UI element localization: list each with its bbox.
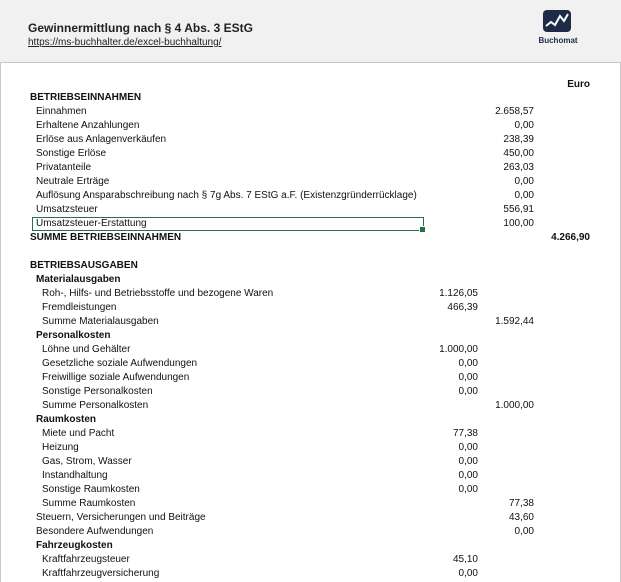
table-row[interactable] bbox=[0, 553, 621, 567]
row-label: Freiwillige soziale Aufwendungen bbox=[42, 372, 190, 383]
row-label: Kraftfahrzeugsteuer bbox=[42, 554, 130, 565]
row-label: Löhne und Gehälter bbox=[42, 344, 131, 355]
value-c2: 0,00 bbox=[514, 176, 534, 187]
table-row[interactable] bbox=[0, 203, 621, 217]
fill-handle[interactable] bbox=[419, 226, 426, 233]
row-label: Summe Materialausgaben bbox=[42, 316, 159, 327]
table-row[interactable] bbox=[0, 119, 621, 133]
value-c2: 0,00 bbox=[514, 526, 534, 537]
table-row[interactable] bbox=[0, 385, 621, 399]
row-label: Instandhaltung bbox=[42, 470, 108, 481]
row-label: Sonstige Raumkosten bbox=[42, 484, 140, 495]
buchomat-logo bbox=[533, 10, 583, 52]
table-row[interactable] bbox=[0, 273, 621, 287]
value-c2: 1.592,44 bbox=[495, 316, 534, 327]
table-row[interactable] bbox=[0, 315, 621, 329]
sheet-title: Gewinnermittlung nach § 4 Abs. 3 EStG bbox=[28, 21, 253, 35]
value-c1: 0,00 bbox=[458, 442, 478, 453]
row-label: Gas, Strom, Wasser bbox=[42, 456, 132, 467]
table-row[interactable] bbox=[0, 147, 621, 161]
table-row[interactable] bbox=[0, 343, 621, 357]
table-row[interactable] bbox=[0, 441, 621, 455]
value-c1: 0,00 bbox=[458, 358, 478, 369]
row-label: Einnahmen bbox=[36, 106, 87, 117]
row-label: Umsatzsteuer bbox=[36, 204, 98, 215]
table-row[interactable] bbox=[0, 483, 621, 497]
value-c1: 45,10 bbox=[452, 554, 478, 565]
row-label: Personalkosten bbox=[36, 330, 111, 341]
table-row[interactable] bbox=[0, 427, 621, 441]
table-row[interactable] bbox=[0, 511, 621, 525]
row-label: Raumkosten bbox=[36, 414, 97, 425]
table-row[interactable] bbox=[0, 259, 621, 273]
row-label: Gesetzliche soziale Aufwendungen bbox=[42, 358, 198, 369]
table-row[interactable] bbox=[0, 329, 621, 343]
sheet-border-left bbox=[0, 62, 1, 582]
table-row[interactable] bbox=[0, 189, 621, 203]
row-label: Umsatzsteuer-Erstattung bbox=[36, 218, 147, 229]
row-label: Fahrzeugkosten bbox=[36, 540, 113, 551]
currency-label: Euro bbox=[567, 79, 590, 90]
row-label: Privatanteile bbox=[36, 162, 92, 173]
value-c2: 1.000,00 bbox=[495, 400, 534, 411]
value-c1: 0,00 bbox=[458, 568, 478, 579]
value-c1: 0,00 bbox=[458, 484, 478, 495]
row-label: Roh-, Hilfs- und Betriebsstoffe und bezogene Waren bbox=[42, 288, 274, 299]
row-label: Steuern, Versicherungen und Beiträge bbox=[36, 512, 206, 523]
table-row[interactable] bbox=[0, 371, 621, 385]
table-row[interactable] bbox=[0, 301, 621, 315]
row-label: Kraftfahrzeugversicherung bbox=[42, 568, 160, 579]
row-label: Erhaltene Anzahlungen bbox=[36, 120, 140, 131]
value-c2: 556,91 bbox=[503, 204, 534, 215]
table-row[interactable] bbox=[0, 525, 621, 539]
table-row[interactable] bbox=[0, 399, 621, 413]
table-row[interactable] bbox=[0, 231, 621, 245]
value-c2: 100,00 bbox=[503, 218, 534, 229]
value-c3: 4.266,90 bbox=[551, 232, 590, 243]
chart-line-icon bbox=[543, 10, 571, 32]
table-row[interactable] bbox=[0, 469, 621, 483]
row-label: Erlöse aus Anlagenverkäufen bbox=[36, 134, 167, 145]
table-row[interactable] bbox=[0, 567, 621, 581]
sheet-header bbox=[0, 0, 621, 63]
value-c2: 77,38 bbox=[508, 498, 534, 509]
value-c1: 0,00 bbox=[458, 456, 478, 467]
row-label: Heizung bbox=[42, 442, 79, 453]
table-row[interactable] bbox=[0, 539, 621, 553]
row-label: Materialausgaben bbox=[36, 274, 121, 285]
value-c2: 263,03 bbox=[503, 162, 534, 173]
table-row[interactable] bbox=[0, 161, 621, 175]
value-c2: 0,00 bbox=[514, 190, 534, 201]
row-label: Besondere Aufwendungen bbox=[36, 526, 154, 537]
value-c2: 2.658,57 bbox=[495, 106, 534, 117]
value-c1: 1.000,00 bbox=[439, 344, 478, 355]
row-label: SUMME BETRIEBSEINNAHMEN bbox=[30, 232, 182, 243]
table-row[interactable] bbox=[0, 357, 621, 371]
table-row[interactable] bbox=[0, 455, 621, 469]
value-c2: 0,00 bbox=[514, 120, 534, 131]
value-c1: 466,39 bbox=[447, 302, 478, 313]
row-label: BETRIEBSAUSGABEN bbox=[30, 260, 138, 271]
table-row[interactable] bbox=[0, 91, 621, 105]
value-c1: 77,38 bbox=[452, 428, 478, 439]
table-row[interactable] bbox=[0, 413, 621, 427]
value-c2: 43,60 bbox=[508, 512, 534, 523]
row-label: Miete und Pacht bbox=[42, 428, 115, 439]
row-label: Sonstige Personalkosten bbox=[42, 386, 153, 397]
value-c2: 238,39 bbox=[503, 134, 534, 145]
table-row[interactable] bbox=[0, 105, 621, 119]
selected-cell[interactable] bbox=[32, 217, 424, 231]
row-label: Summe Raumkosten bbox=[42, 498, 136, 509]
table-row[interactable] bbox=[0, 175, 621, 189]
value-c1: 0,00 bbox=[458, 372, 478, 383]
currency-header-row bbox=[0, 78, 621, 92]
value-c1: 1.126,05 bbox=[439, 288, 478, 299]
row-label: BETRIEBSEINNAHMEN bbox=[30, 92, 142, 103]
row-label: Neutrale Erträge bbox=[36, 176, 110, 187]
value-c1: 0,00 bbox=[458, 386, 478, 397]
row-label: Fremdleistungen bbox=[42, 302, 117, 313]
table-row[interactable] bbox=[0, 287, 621, 301]
value-c2: 450,00 bbox=[503, 148, 534, 159]
website-link[interactable]: https://ms-buchhalter.de/excel-buchhaltung/ bbox=[28, 37, 222, 48]
row-label: Auflösung Ansparabschreibung nach § 7g Abs. 7 EStG a.F. (Existenzgründerrücklage) bbox=[36, 190, 417, 201]
row-label: Summe Personalkosten bbox=[42, 400, 149, 411]
table-row[interactable] bbox=[0, 497, 621, 511]
value-c1: 0,00 bbox=[458, 470, 478, 481]
table-row[interactable] bbox=[0, 133, 621, 147]
table-row[interactable] bbox=[0, 245, 621, 259]
row-label: Sonstige Erlöse bbox=[36, 148, 107, 159]
logo-wordmark: Buchomat bbox=[538, 36, 578, 45]
